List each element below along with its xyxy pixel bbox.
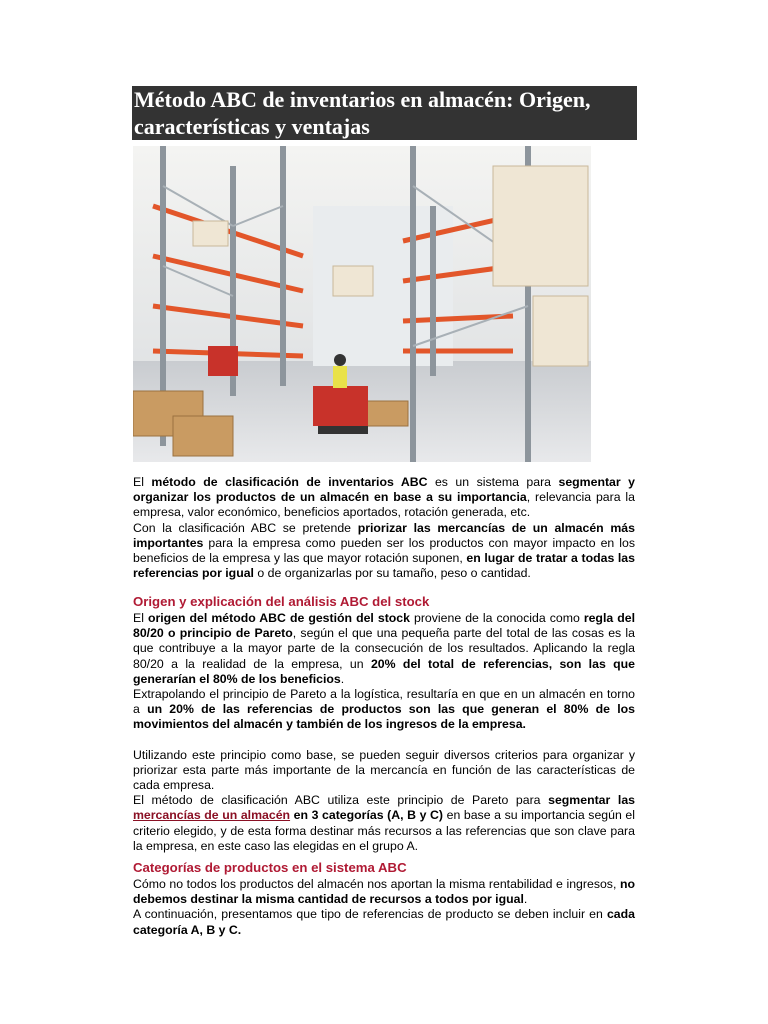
intro-paragraph-2 <box>133 521 635 582</box>
text: o de organizarlas por su tamaño, peso o cantidad. <box>253 566 531 581</box>
text: proviene de la conocida como <box>409 611 584 625</box>
bold-text: segmentar las <box>548 793 635 808</box>
text: El <box>133 611 148 625</box>
bold-text: en lugar de tratar a todas las referencias por igual <box>133 551 635 581</box>
text: Cómo no todos los productos del almacén nos aportan la misma rentabilidad e ingresos, <box>133 877 620 891</box>
section-heading-origin: Origen y explicación del análisis ABC del stock <box>133 594 430 609</box>
text: para la empresa como pueden ser los productos con mayor impacto en los beneficios de la empresa y las que mayor rotación suponen, <box>133 535 635 566</box>
origin-paragraph-4 <box>133 793 635 854</box>
bold-text: un 20% de las referencias de productos son las que generan el 80% de los movimientos del almacén y también de los ingresos de la empresa. <box>133 702 635 732</box>
article-title: Método ABC de inventarios en almacén: Origen, características y ventajas <box>132 86 637 140</box>
text: Extrapolando el principio de Pareto a la logística, resultaría en que en un almacén en torno a <box>133 687 635 717</box>
bold-text: en 3 categorías (A, B y C) <box>290 808 444 823</box>
bold-text: origen del método ABC de gestión del stock <box>147 611 410 625</box>
text: es un sistema para <box>427 475 559 489</box>
categories-paragraph-2 <box>133 907 635 937</box>
text: A continuación, presentamos que tipo de referencias de producto se deben incluir en <box>133 907 607 922</box>
bold-text: cada categoría A, B y C. <box>133 907 635 937</box>
bold-text: regla del 80/20 o principio de Pareto <box>133 611 635 641</box>
origin-paragraph-3: Utilizando este principio como base, se pueden seguir diversos criterios para organizar y priorizar esta parte más importante de la mercancía en función de las características de cada empresa. <box>133 747 635 793</box>
text: El <box>133 475 152 489</box>
warehouse-goods-link[interactable]: mercancías de un almacén <box>133 808 291 823</box>
categories-paragraph-1 <box>133 877 635 907</box>
section-origin-body <box>133 611 635 854</box>
text: Con la clasificación ABC se pretende <box>133 520 358 535</box>
text: El método de clasificación ABC utiliza este principio de Pareto para <box>133 793 549 808</box>
intro-paragraph-1 <box>133 475 635 581</box>
bold-text: priorizar las mercancías de un almacén más importantes <box>133 520 635 550</box>
text: en base a su importancia según el criterio elegido, y de esta forma destinar más recursos a las referencias que son clave para la empresa, en este caso las elegidas en el grupo A. <box>133 808 635 853</box>
section-categories-body <box>133 877 635 938</box>
origin-paragraph-2 <box>133 687 635 733</box>
text: . <box>523 892 528 907</box>
bold-text: 20% del total de referencias, son las que generarían el 80% de los beneficios <box>133 656 635 686</box>
warehouse-illustration <box>133 146 591 462</box>
bold-text: no debemos destinar la misma cantidad de recursos a todos por igual <box>133 877 635 907</box>
warehouse-photo <box>133 146 591 462</box>
bold-text: método de clasificación de inventarios ABC <box>151 475 428 489</box>
text: . <box>340 671 345 686</box>
origin-paragraph-1 <box>133 611 635 687</box>
text: , relevancia para la empresa, valor económico, beneficios aportados, rotación generada, etc. <box>133 490 635 520</box>
text: , según el que una pequeña parte del total de las cosas es la que contribuye a la mayor parte de la consecución de los resultados. Aplicando la regla 80/20 a la realidad de la empresa, un <box>133 626 635 671</box>
section-heading-categories: Categorías de productos en el sistema ABC <box>133 860 407 875</box>
bold-text: segmentar y organizar los productos de un almacén en base a su importancia <box>133 475 635 505</box>
